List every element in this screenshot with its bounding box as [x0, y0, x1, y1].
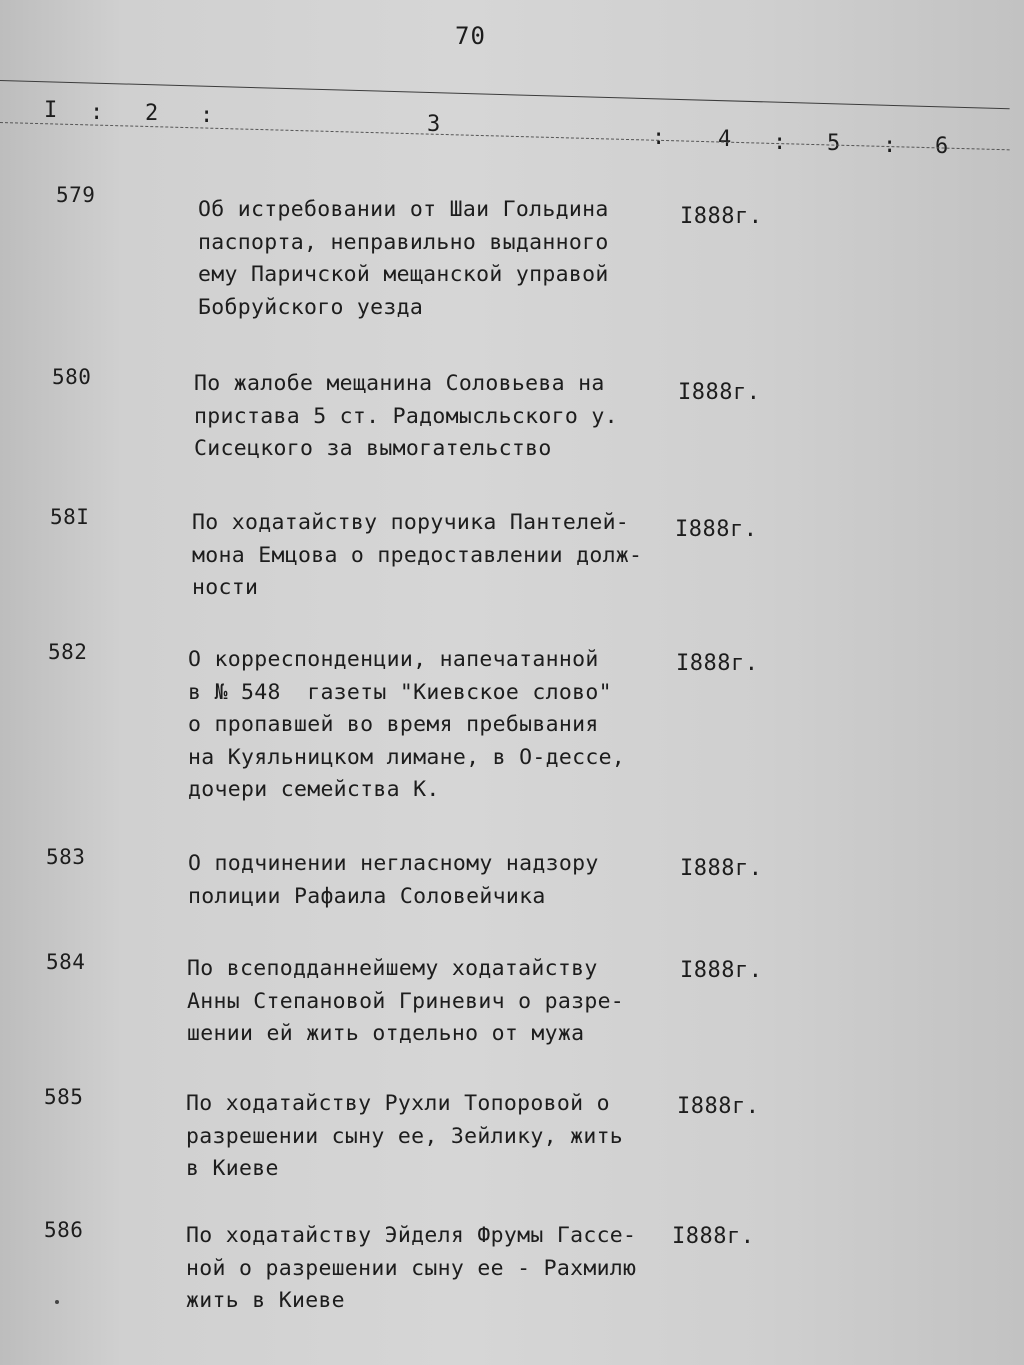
column-separator: : [652, 125, 666, 150]
entry-number: 58I [50, 505, 90, 529]
entry-number: 585 [44, 1085, 84, 1109]
header-bottom-rule [0, 122, 1010, 150]
entry-year: I888г. [675, 517, 758, 542]
entry-description: Об истребовании от Шаи Гольдина паспорта, неправильно выданного ему Паричской мещанской управой Бобруйского уезда [198, 197, 609, 320]
page-number: 70 [455, 22, 486, 50]
entry-year: I888г. [680, 856, 763, 881]
entry-number: 586 [44, 1218, 84, 1242]
entry-year: I888г. [672, 1224, 755, 1249]
column-separator: : [773, 130, 787, 155]
entry-description: По ходатайству Эйделя Фрумы Гассе- ной о разрешении сыну ее - Рахмилю жить в Киеве [186, 1223, 637, 1313]
column-header-2: 2 [145, 101, 159, 126]
entry-number: 580 [52, 365, 92, 389]
entry-description: О корреспонденции, напечатанной в № 548 газеты "Киевское слово" о пропавшей во время пребывания на Куяльницком лимане, в О-дессе, дочери семейства К. [188, 647, 626, 802]
entry-description: По жалобе мещанина Соловьева на пристава 5 ст. Радомысльского у. Сисецкого за вымогательство [194, 371, 618, 461]
entry-number: 579 [56, 183, 96, 207]
column-header-4: 4 [718, 127, 732, 152]
entry-year: I888г. [677, 1094, 760, 1119]
column-header-6: 6 [935, 134, 949, 159]
column-separator: : [883, 133, 897, 158]
entry-description: О подчинении негласному надзору полиции Рафаила Соловейчика [188, 851, 599, 909]
entry-number: 582 [48, 640, 88, 664]
column-separator: : [200, 103, 214, 128]
entry-number: 584 [46, 950, 86, 974]
column-header-5: 5 [827, 131, 841, 156]
entry-description: По всеподданнейшему ходатайству Анны Степановой Гриневич о разре- шении ей жить отдельно от мужа [187, 956, 625, 1046]
entry-year: I888г. [678, 380, 761, 405]
entry-year: I888г. [676, 651, 759, 676]
entry-number: 583 [46, 845, 86, 869]
column-separator: : [90, 100, 104, 125]
entry-year: I888г. [680, 204, 763, 229]
column-header-1: I [44, 98, 58, 123]
entry-year: I888г. [680, 958, 763, 983]
entry-description: По ходатайству Рухли Топоровой о разрешении сыну ее, Зейлику, жить в Киеве [186, 1091, 624, 1181]
ink-speck [55, 1300, 59, 1304]
column-header-3: 3 [427, 112, 441, 137]
entry-description: По ходатайству поручика Пантелей- мона Емцова о предоставлении долж- ности [192, 510, 643, 600]
